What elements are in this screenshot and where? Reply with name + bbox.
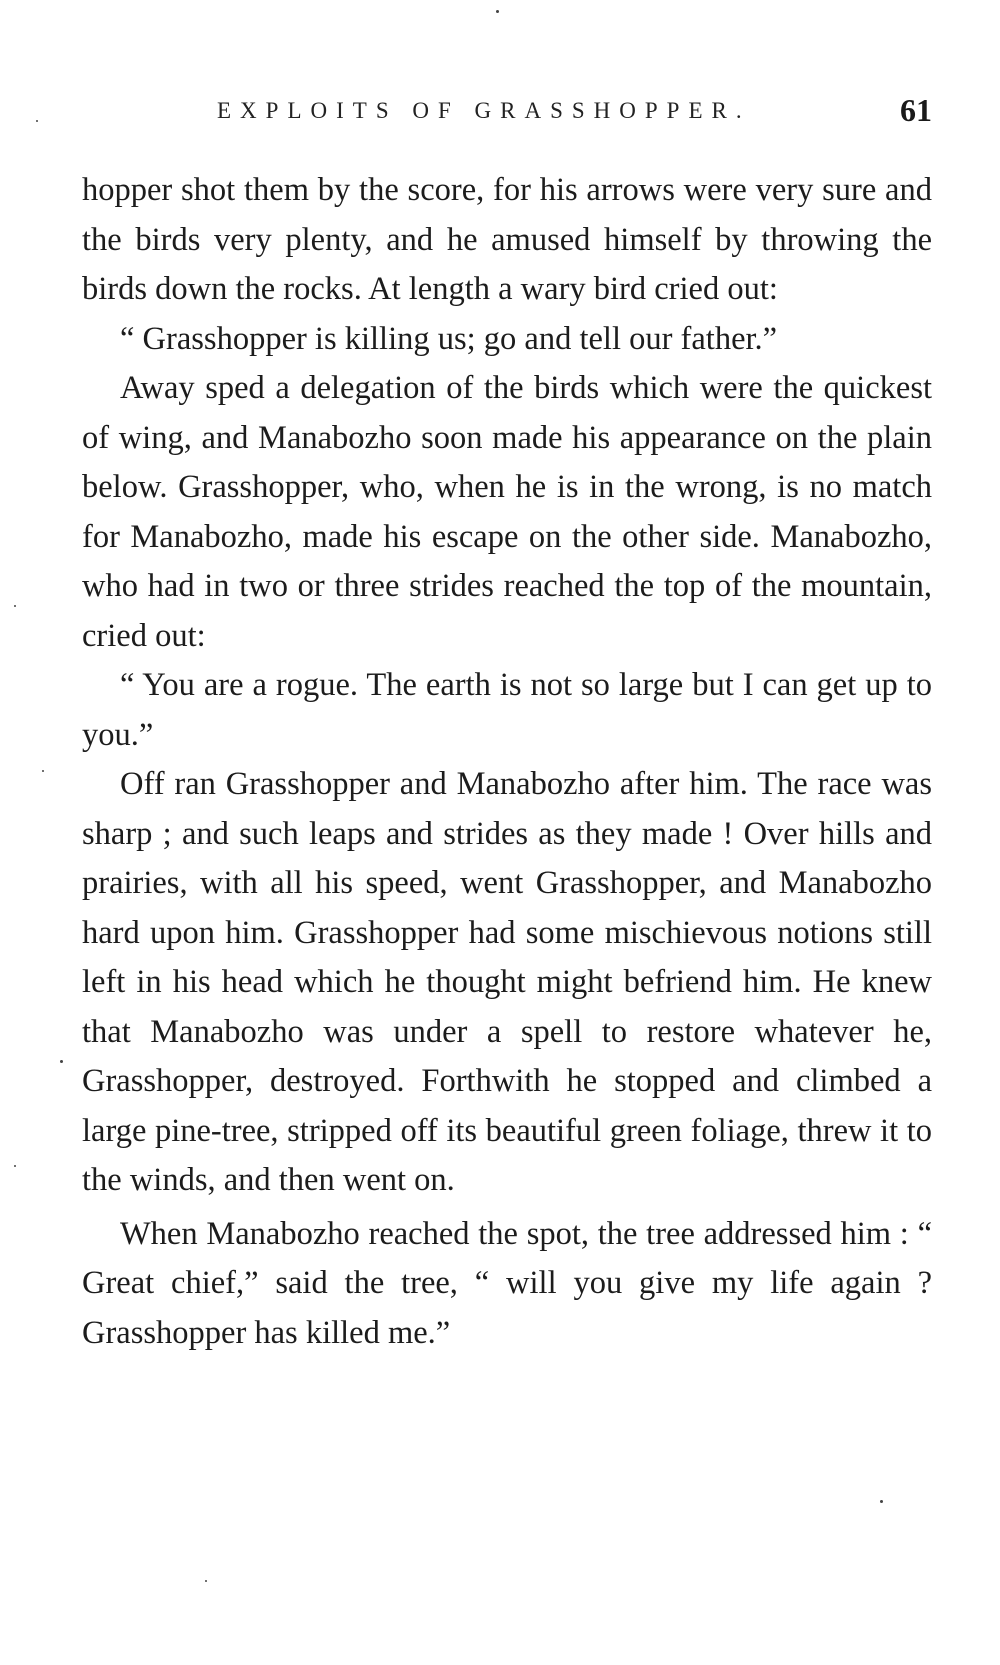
scan-speck bbox=[14, 605, 16, 607]
body-text bbox=[82, 166, 932, 1358]
paragraph: hopper shot them by the score, for his arrows were very sure and the birds very plenty, and he amused himself by throwing the birds down the rocks. At length a wary bird cried out: bbox=[82, 172, 932, 307]
paragraph: Away sped a delegation of the birds which were the quickest of wing, and Manabozho soon made his appearance on the plain below. Grasshopper, who, when he is in the wrong, is no match for Manabozho, made his escape on the other side. Manabozho, who had in two or three strides reached the top of the mountain, cried out: bbox=[82, 370, 932, 654]
scan-speck bbox=[42, 770, 44, 772]
scan-speck bbox=[60, 1060, 63, 1063]
scan-speck bbox=[205, 1580, 207, 1582]
page-number: 61 bbox=[900, 92, 932, 128]
page-header bbox=[82, 92, 932, 132]
paragraph: When Manabozho reached the spot, the tree addressed him : “ Great chief,” said the tree, “ will you give my life again ? Grasshopper has killed me.” bbox=[82, 1215, 932, 1351]
scan-speck bbox=[36, 120, 38, 122]
scan-speck bbox=[880, 1500, 883, 1503]
paragraph: Off ran Grasshopper and Manabozho after him. The race was sharp ; and such leaps and strides as they made ! Over hills and prairies, with all his speed, went Grasshopper, and Manabozho hard upon him. Grasshopper had some mischievous notions still left in his head which he thought might befriend him. He knew that Manabozho was under a spell to restore whatever he, Grasshopper, destroyed. Forthwith he stopped and climbed a large pine-tree, stripped off its beautiful green foliage, threw it to the winds, and then went on. bbox=[82, 766, 932, 1198]
scan-speck bbox=[14, 1165, 16, 1167]
scan-speck bbox=[496, 10, 499, 13]
paragraph: “ Grasshopper is killing us; go and tell our father.” bbox=[120, 320, 778, 357]
paragraph: “ You are a rogue. The earth is not so large but I can get up to you.” bbox=[82, 667, 932, 753]
running-title: EXPLOITS OF GRASSHOPPER. bbox=[217, 98, 751, 123]
